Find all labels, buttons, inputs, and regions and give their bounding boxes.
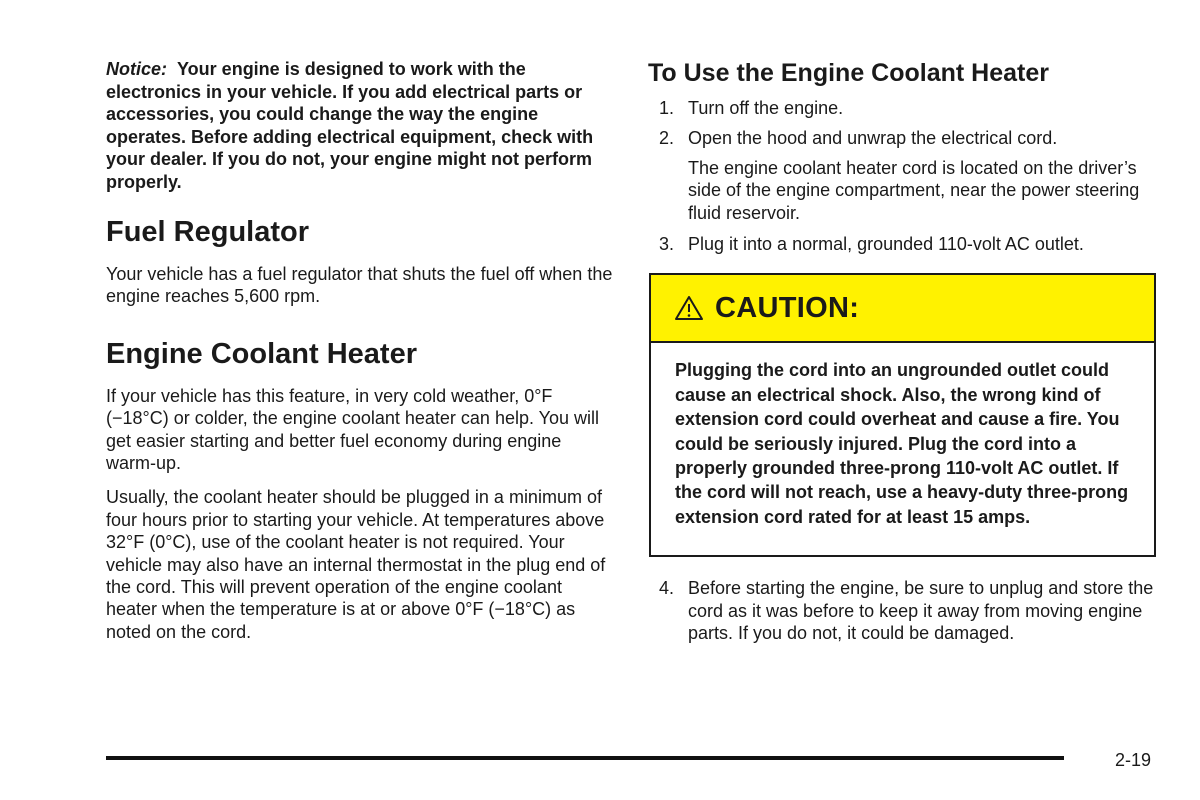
to-use-heater-heading: To Use the Engine Coolant Heater: [648, 59, 1049, 87]
step-number: 1.: [659, 98, 675, 118]
right-column: [648, 58, 1154, 645]
notice-text: Your engine is designed to work with the electronics in your vehicle. If you add electrical parts or accessories, you could change the way the engine operates. Before adding electrical equipment, check with your dealer. If you do not, your engine might not perform properly.: [106, 59, 594, 192]
left-column: [106, 58, 614, 643]
fuel-regulator-heading: Fuel Regulator: [106, 216, 310, 248]
step-item: [648, 127, 1154, 224]
step-item: [648, 97, 1154, 119]
engine-coolant-heater-heading: Engine Coolant Heater: [106, 337, 417, 370]
step-number: 3.: [659, 234, 675, 255]
step-text: Plug it into a normal, grounded 110-volt AC outlet.: [688, 234, 1084, 255]
page-number: 2-19: [1115, 750, 1152, 770]
fuel-regulator-text: Your vehicle has a fuel regulator that shuts the fuel off when the engine reaches 5,600 rpm.: [106, 264, 613, 307]
caution-title: CAUTION:: [715, 291, 860, 324]
caution-header: [651, 275, 1154, 343]
caution-box: [649, 273, 1156, 557]
step-note: The engine coolant heater cord is located on the driver’s side of the engine compartment, near the power steering fluid reservoir.: [688, 157, 1140, 223]
step-number: 4.: [659, 578, 675, 599]
footer-rule: [106, 756, 1064, 760]
notice-paragraph: [106, 58, 614, 193]
notice-label: Notice:: [106, 59, 168, 79]
step-text: Turn off the engine.: [688, 98, 844, 118]
step-text: Before starting the engine, be sure to unplug and store the cord as it was before to keep it away from moving engine parts. If you do not, it could be damaged.: [688, 578, 1154, 644]
coolant-heater-paragraph-1: If your vehicle has this feature, in very cold weather, 0°F (−18°C) or colder, the engine coolant heater can help. You will get easier starting and better fuel economy during engine warm-up.: [106, 385, 600, 474]
steps-list: [648, 97, 1154, 255]
caution-text: Plugging the cord into an ungrounded outlet could cause an electrical shock. Also, the wrong kind of extension cord could overheat and cause a fire. You could be seriously injured. Plug the cord into a properly grounded three-prong 110-volt AC outlet. If the cord will not reach, use a heavy-duty three-prong extension cord rated for at least 15 amps.: [675, 360, 1129, 527]
steps-list-continued: [648, 577, 1154, 644]
step-item: [648, 233, 1154, 255]
coolant-heater-paragraph-2: Usually, the coolant heater should be plugged in a minimum of four hours prior to starting your vehicle. At temperatures above 32°F (0°C), use of the coolant heater is not required. Your vehicle may also have an internal thermostat in the plug end of the cord. This will prevent operation of the engine coolant heater when the temperature is at or above 0°F (−18°C) as noted on the cord.: [106, 487, 606, 642]
step-number: 2.: [659, 128, 675, 149]
step-item: [648, 577, 1154, 644]
step-text: Open the hood and unwrap the electrical cord.: [688, 128, 1058, 149]
warning-triangle-icon: [673, 294, 705, 322]
